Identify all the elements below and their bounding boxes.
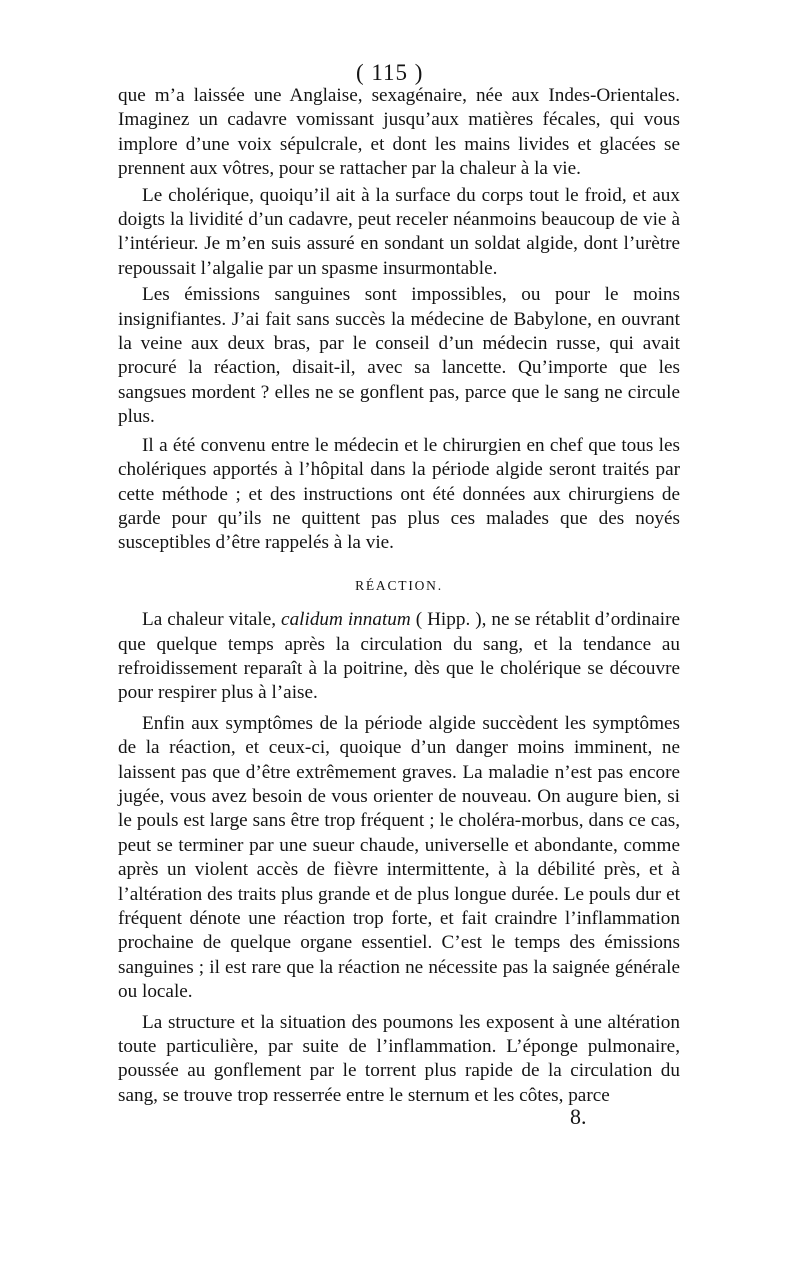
latin-term: calidum innatum: [281, 609, 411, 631]
paragraph-emissions-sanguines: Les émissions sanguines sont impossibles, ou pour le moins insignifiantes. J’ai fait sans succès la médecine de Babylone, en ouvrant la veine aux deux bras, par le conseil d’un médecin russe, qui avait procuré la réaction, disait-il, avec sa lancette. Qu’importe que les sangsues mordent ? elles ne se gonflent pas, parce que le sang ne circule plus.: [118, 284, 680, 428]
signature-mark: 8.: [570, 1104, 587, 1129]
paragraph-poumons: La structure et la situation des poumons les exposent à une altération toute particulière, par suite de l’inflammation. L’éponge pulmonaire, poussée au gonflement par le torrent plus rapide de la circulation du sang, se trouve trop resserrée entre le sternum et les côtes, parce: [118, 1011, 680, 1106]
paragraph-cholerique: Le cholérique, quoiqu’il ait à la surface du corps tout le froid, et aux doigts la lividité d’un cadavre, peut receler néanmoins beaucoup de vie à l’intérieur. Je m’en suis assuré en sondant un soldat algide, dont l’urètre repoussait l’algalie par un spasme insurmontable.: [118, 184, 680, 279]
paragraph-convention: Il a été convenu entre le médecin et le chirurgien en chef que tous les cholériques apportés à l’hôpital dans la période algide seront traités par cette méthode ; et des instructions ont été données aux chirurgiens de garde pour qu’ils ne quittent pas plus ces malades que des noyés susceptibles d’être rappelés à la vie.: [118, 434, 680, 554]
paragraph-text: La chaleur vitale,: [142, 609, 282, 631]
text-column: [118, 84, 680, 1108]
page-number: ( 115 ): [356, 60, 424, 85]
section-heading-reaction: RÉACTION.: [355, 577, 443, 593]
paragraph-chaleur-vitale: [118, 608, 680, 706]
paragraph-symptomes-reaction: Enfin aux symptômes de la période algide succèdent les symptômes de la réaction, et ceux-ci, quoique d’un danger moins imminent, ne laissent pas que d’être extrêmement graves. La maladie n’est pas encore jugée, vous avez besoin de vous orienter de nouveau. On augure bien, si le pouls est large sans être trop fréquent ; le choléra-morbus, dans ce cas, peut se terminer par une sueur chaude, universelle et abondante, comme après un violent accès de fièvre intermittente, à la débilité près, et à l’altération des traits plus grande et de plus longue durée. Le pouls dur et fréquent dénote une réaction trop forte, et fait craindre l’inflammation prochaine de quelque organe essentiel. C’est le temps des émissions sanguines ; il est rare que la réaction ne nécessite pas la saignée générale ou locale.: [118, 712, 680, 1003]
paragraph-continued: que m’a laissée une Anglaise, sexagénaire, née aux Indes-Orientales. Imaginez un cadavre vomissant jusqu’aux matières fécales, qui vous implore d’une voix sépulcrale, et dont les mains livides et glacées se prennent aux vôtres, pour se rattacher par la chaleur à la vie.: [118, 85, 680, 180]
paragraph-text: ( Hipp. ), ne se rétablit d’ordinaire que quelque temps après la circulation du sang, et la tendance au refroidissement reparaît à la poitrine, dès que le cholérique se découvre pour respirer plus à l’aise.: [118, 609, 680, 704]
